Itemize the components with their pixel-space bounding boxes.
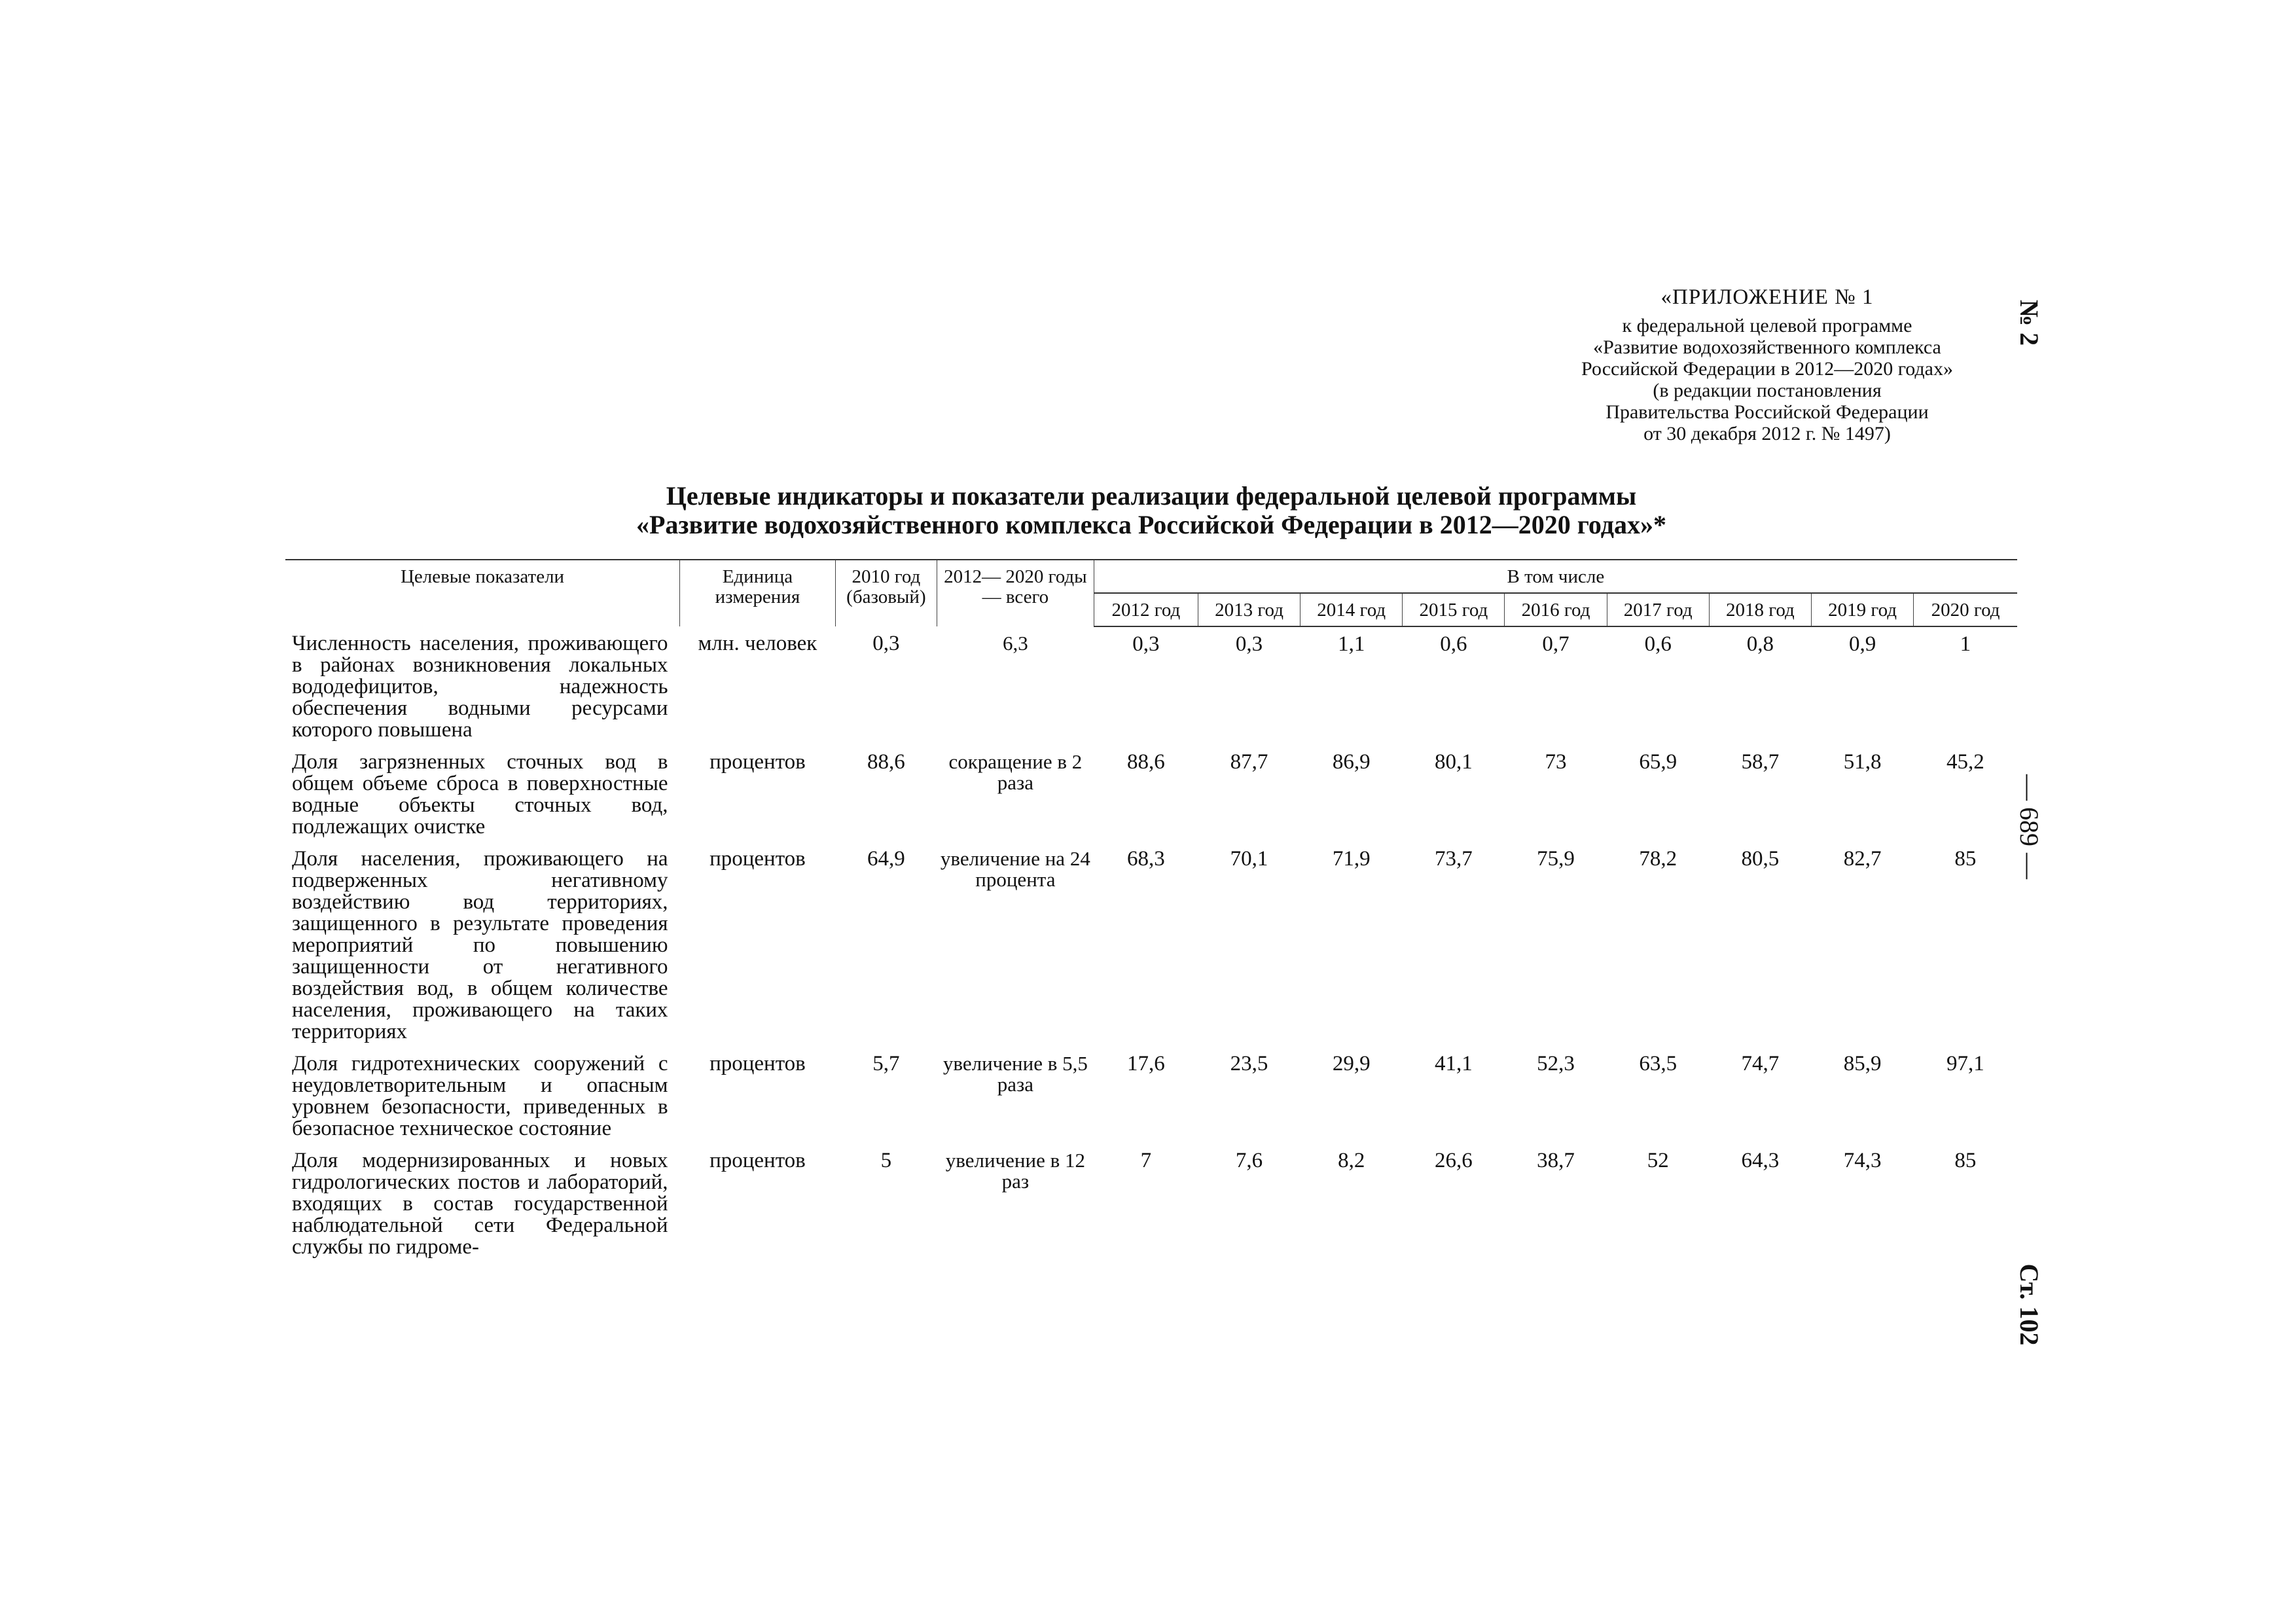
appendix-line: (в редакции постановления — [1653, 380, 1882, 401]
total-cell: сокращение в 2 раза — [948, 750, 1083, 794]
year-cell: 0,3 — [1235, 632, 1263, 656]
year-cell: 7 — [1140, 1149, 1152, 1172]
year-cell: 45,2 — [1946, 750, 1984, 774]
issue-number: № 2 — [2015, 299, 2044, 346]
year-cell: 73,7 — [1435, 847, 1473, 871]
year-cell: 23,5 — [1230, 1052, 1268, 1075]
base-cell: 64,9 — [867, 847, 905, 871]
year-cell: 26,6 — [1435, 1149, 1473, 1172]
year-cell: 71,9 — [1332, 847, 1371, 871]
year-cell: 64,3 — [1741, 1149, 1780, 1172]
header-year: 2013 год — [1198, 593, 1300, 626]
year-cell: 74,7 — [1741, 1052, 1780, 1075]
total-cell: увеличение в 12 раз — [945, 1149, 1085, 1193]
unit-cell: процентов — [709, 1052, 806, 1075]
year-cell: 1,1 — [1338, 632, 1365, 656]
year-cell: 51,8 — [1843, 750, 1882, 774]
year-cell: 85 — [1954, 847, 1977, 871]
year-cell: 80,5 — [1741, 847, 1780, 871]
unit-cell: процентов — [709, 847, 806, 871]
header-year: 2014 год — [1300, 593, 1403, 626]
header-year: 2012 год — [1094, 593, 1198, 626]
header-base-year: 2010 год (базовый) — [835, 560, 937, 626]
year-cell: 78,2 — [1639, 847, 1677, 871]
unit-cell: млн. человек — [698, 632, 817, 655]
year-cell: 63,5 — [1639, 1052, 1677, 1075]
year-cell: 7,6 — [1235, 1149, 1263, 1172]
article-number: Ст. 102 — [2015, 1263, 2044, 1346]
base-cell: 5 — [880, 1149, 892, 1172]
indicator-name: Численность населения, проживающего в районах возникновения локальных вододефицитов, надежность обеспечения водными ресурсами которого повышена — [292, 632, 668, 742]
appendix-header — [1525, 287, 2009, 444]
table-row — [285, 626, 2017, 745]
year-cell: 8,2 — [1338, 1149, 1365, 1172]
unit-cell: процентов — [709, 1149, 806, 1172]
year-cell: 74,3 — [1843, 1149, 1882, 1172]
header-unit: Единица измерения — [680, 560, 836, 626]
year-cell: 87,7 — [1230, 750, 1268, 774]
total-cell: увеличение на 24 процента — [940, 847, 1090, 891]
appendix-line: от 30 декабря 2012 г. № 1497) — [1643, 423, 1891, 444]
year-cell: 75,9 — [1537, 847, 1575, 871]
header-year: 2019 год — [1811, 593, 1913, 626]
base-cell: 5,7 — [872, 1052, 900, 1075]
appendix-line: к федеральной целевой программе — [1622, 315, 1912, 336]
year-cell: 38,7 — [1537, 1149, 1575, 1172]
year-cell: 0,6 — [1644, 632, 1672, 656]
year-cell: 73 — [1545, 750, 1567, 774]
indicator-name: Доля гидротехнических сооружений с неудовлетворительным и опасным уровнем безопасности, приведенных в безопасное техническое состояние — [292, 1052, 668, 1140]
year-cell: 88,6 — [1126, 750, 1165, 774]
base-cell: 0,3 — [872, 632, 900, 655]
page-number: — 689 — — [2015, 774, 2044, 879]
indicator-name: Доля модернизированных и новых гидрологических постов и лабораторий, входящих в состав государственной наблюдательной сети Федеральной службы по гидроме- — [292, 1149, 668, 1259]
header-year: 2018 год — [1709, 593, 1811, 626]
year-cell: 82,7 — [1843, 847, 1882, 871]
appendix-line: Правительства Российской Федерации — [1605, 401, 1929, 423]
appendix-title: «ПРИЛОЖЕНИЕ № 1 — [1660, 285, 1874, 309]
year-cell: 0,6 — [1440, 632, 1467, 656]
year-cell: 97,1 — [1946, 1052, 1984, 1075]
document-title — [285, 482, 2017, 539]
table-row — [285, 745, 2017, 842]
year-cell: 1 — [1960, 632, 1971, 656]
year-cell: 85,9 — [1843, 1052, 1882, 1075]
year-cell: 68,3 — [1126, 847, 1165, 871]
year-cell: 0,3 — [1132, 632, 1160, 656]
year-cell: 0,7 — [1542, 632, 1570, 656]
year-cell: 70,1 — [1230, 847, 1268, 871]
header-year: 2017 год — [1607, 593, 1709, 626]
year-cell: 85 — [1954, 1149, 1977, 1172]
table-row — [285, 842, 2017, 1047]
total-cell: увеличение в 5,5 раза — [942, 1052, 1088, 1096]
header-year: 2016 год — [1505, 593, 1607, 626]
year-cell: 65,9 — [1639, 750, 1677, 774]
table-row — [285, 1144, 2017, 1262]
indicators-table — [285, 559, 2017, 1262]
indicator-name: Доля населения, проживающего на подверженных негативному воздействию вод территориях, защищенного в результате проведения мероприятий по повышению защищенности от негативного воздействия вод, в общем количестве населения, проживающего на таких территориях — [292, 847, 668, 1043]
year-cell: 29,9 — [1332, 1052, 1371, 1075]
header-including: В том числе — [1094, 560, 2017, 593]
year-cell: 0,8 — [1746, 632, 1774, 656]
indicator-name: Доля загрязненных сточных вод в общем объеме сброса в поверхностные водные объекты сточных вод, подлежащих очистке — [292, 750, 668, 839]
title-line-2: «Развитие водохозяйственного комплекса Российской Федерации в 2012—2020 годах»* — [636, 510, 1666, 539]
year-cell: 41,1 — [1435, 1052, 1473, 1075]
year-cell: 58,7 — [1741, 750, 1780, 774]
year-cell: 0,9 — [1848, 632, 1876, 656]
base-cell: 88,6 — [867, 750, 905, 774]
header-year: 2020 год — [1914, 593, 2017, 626]
total-cell: 6,3 — [1002, 632, 1028, 655]
year-cell: 52,3 — [1537, 1052, 1575, 1075]
title-line-1: Целевые индикаторы и показатели реализации федеральной целевой программы — [666, 481, 1637, 511]
header-year: 2015 год — [1403, 593, 1505, 626]
appendix-line: «Развитие водохозяйственного комплекса — [1593, 336, 1941, 358]
table-row — [285, 1047, 2017, 1144]
header-indicator: Целевые показатели — [285, 560, 680, 626]
appendix-line: Российской Федерации в 2012—2020 годах» — [1581, 358, 1953, 380]
year-cell: 80,1 — [1435, 750, 1473, 774]
year-cell: 17,6 — [1126, 1052, 1165, 1075]
header-total: 2012— 2020 годы — всего — [937, 560, 1094, 626]
year-cell: 52 — [1647, 1149, 1669, 1172]
unit-cell: процентов — [709, 750, 806, 774]
year-cell: 86,9 — [1332, 750, 1371, 774]
